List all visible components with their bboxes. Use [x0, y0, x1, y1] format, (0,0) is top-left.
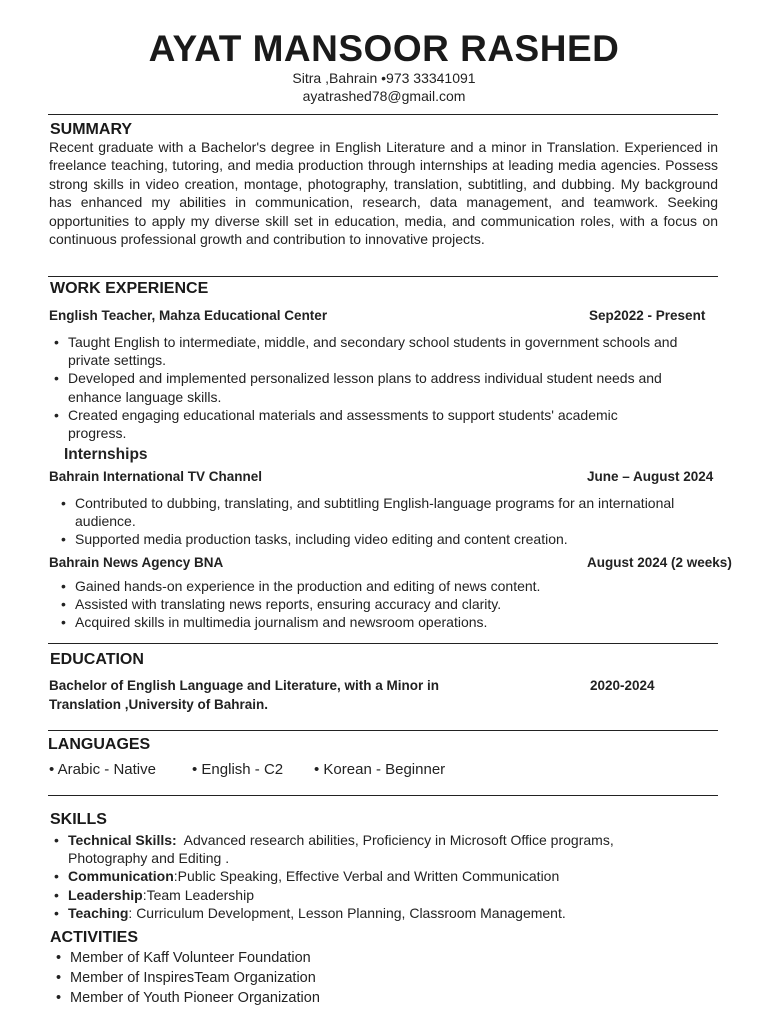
divider: [48, 276, 718, 277]
skill-text: :Team Leadership: [142, 886, 254, 903]
skill-item: [68, 904, 688, 922]
contact-location-phone: Sitra ,Bahrain •973 33341091: [292, 70, 476, 86]
internship-bullet: • Supported media production tasks, including video editing and content creation.: [75, 530, 675, 548]
internship-dates: August 2024 (2 weeks): [587, 555, 732, 570]
skill-text: :Public Speaking, Effective Verbal and Written Communication: [173, 868, 560, 885]
skill-text: : Curriculum Development, Lesson Planning, Classroom Management.: [128, 904, 566, 921]
language-item: • English - C2: [192, 761, 284, 778]
divider: [48, 114, 718, 115]
internship-dates: June – August 2024: [587, 469, 714, 484]
internship-title: Bahrain International TV Channel: [49, 469, 263, 484]
education-heading: EDUCATION: [50, 651, 144, 668]
activity-item: • Member of InspiresTeam Organization: [70, 968, 670, 988]
skill-label: Leadership: [68, 886, 143, 903]
job-dates: Sep2022 - Present: [589, 308, 706, 323]
internship-bullet: • Acquired skills in multimedia journalism and newsroom operations.: [75, 613, 695, 631]
divider: [48, 643, 718, 644]
job-bullet-list: [68, 333, 678, 442]
internship-bullet-list: [75, 577, 695, 632]
language-item: • Korean - Beginner: [314, 761, 446, 778]
education-dates: 2020-2024: [590, 678, 655, 693]
contact-email: ayatrashed78@gmail.com: [302, 88, 466, 104]
internship-bullet: • Contributed to dubbing, translating, and subtitling English-language programs for an international audience.: [75, 494, 675, 530]
work-experience-heading: WORK EXPERIENCE: [50, 280, 209, 297]
divider: [48, 795, 718, 796]
skill-item: [68, 886, 688, 904]
divider: [48, 730, 718, 731]
summary-text: Recent graduate with a Bachelor's degree in English Literature and a minor in Translation. Experienced in freelance teaching, tutoring, and media production through internships at leading media agencies. Possess strong skills in video creation, montage, photography, translation, subtitling, and dubbing. My background has enhanced my abilities in communication, research, data management, and teamwork. Seeking opportunities to apply my diverse skill set in education, media, and communication roles, with a focus on continuous professional growth and contribution to innovative projects.: [49, 139, 718, 248]
language-item: • Arabic - Native: [49, 761, 156, 778]
candidate-name: AYAT MANSOOR RASHED: [148, 28, 620, 69]
summary-heading: SUMMARY: [50, 121, 133, 138]
internship-bullet-list: [75, 494, 675, 549]
skills-list: [68, 831, 688, 922]
activity-item: • Member of Kaff Volunteer Foundation: [70, 948, 670, 968]
activity-item: • Member of Youth Pioneer Organization: [70, 988, 670, 1008]
internship-bullet: • Assisted with translating news reports, ensuring accuracy and clarity.: [75, 595, 695, 613]
job-title: English Teacher, Mahza Educational Center: [49, 308, 328, 323]
skill-text: Advanced research abilities, Proficiency in Microsoft Office programs, Photography and Editing .: [68, 832, 618, 867]
internships-heading: Internships: [64, 446, 148, 463]
skill-label: Communication: [68, 868, 174, 885]
activities-heading: ACTIVITIES: [50, 929, 139, 946]
languages-heading: LANGUAGES: [48, 736, 151, 753]
skill-label: Technical Skills:: [68, 832, 177, 848]
job-bullet: • Created engaging educational materials and assessments to support students' academic progress.: [68, 406, 678, 442]
degree-line: Translation ,University of Bahrain.: [49, 697, 269, 712]
skill-item: [68, 831, 688, 867]
skill-label: Teaching: [68, 904, 129, 921]
activities-list: [70, 948, 670, 1009]
degree-line: Bachelor of English Language and Literature, with a Minor in: [49, 678, 440, 693]
skill-item: [68, 867, 688, 885]
internship-title: Bahrain News Agency BNA: [49, 555, 224, 570]
skills-heading: SKILLS: [50, 811, 107, 828]
job-bullet: • Taught English to intermediate, middle, and secondary school students in government schools and private settings.: [68, 333, 678, 369]
job-bullet: • Developed and implemented personalized lesson plans to address individual student needs and enhance language skills.: [68, 369, 678, 405]
internship-bullet: • Gained hands-on experience in the production and editing of news content.: [75, 577, 695, 595]
